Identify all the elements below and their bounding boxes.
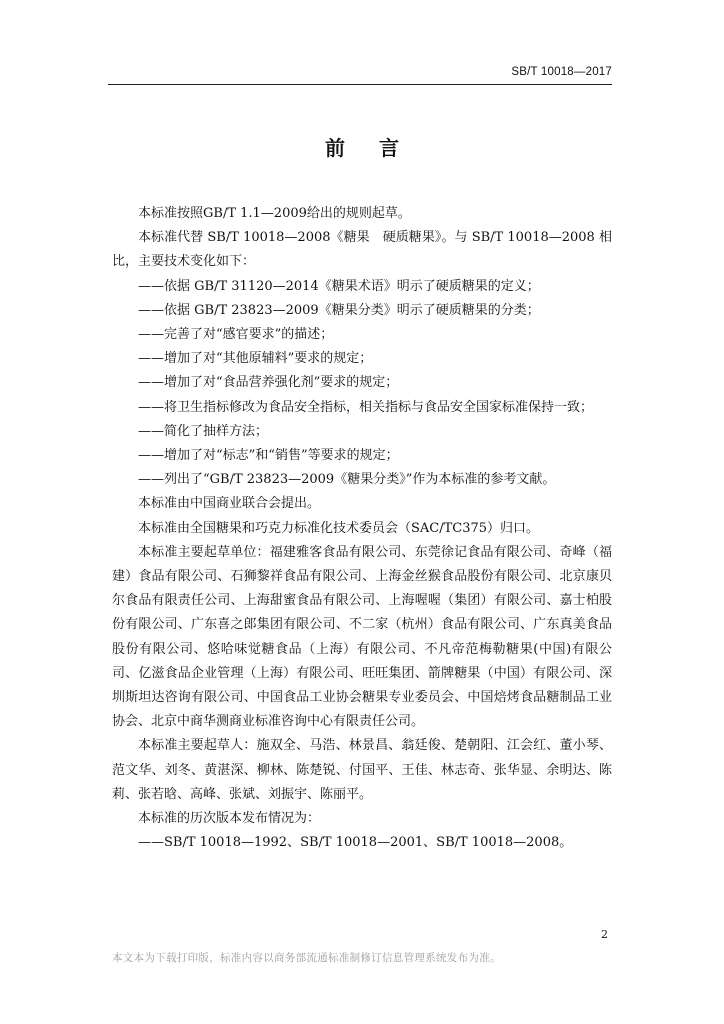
paragraph: 本标准由全国糖果和巧克力标准化技术委员会（SAC/TC375）归口。 — [138, 520, 540, 536]
change-item: ——增加了对“食品营养强化剂”要求的规定； — [138, 375, 399, 391]
change-item: ——列出了“GB/T 23823—2009《糖果分类》”作为本标准的参考文献。 — [138, 472, 556, 488]
paragraph: 本标准由中国商业联合会提出。 — [138, 496, 321, 512]
page-number: 2 — [601, 928, 608, 941]
paragraph: 本标准的历次版本发布情况为： — [138, 811, 321, 827]
drafters: 本标准主要起草人：施双全、马浩、林景昌、翁廷俊、楚朝阳、江会红、董小琴、范文华、刘冬、黄湛深、柳林、陈楚锐、付国平、王佳、林志奇、张华显、余明达、陈莉、张若晗、高峰、张斌、刘振宇、陈丽平。 — [112, 738, 612, 802]
header-rule — [108, 84, 612, 85]
preface-body — [112, 202, 612, 855]
change-item: ——增加了对“标志”和“销售”等要求的规定； — [138, 448, 399, 464]
paragraph: 本标准按照GB/T 1.1—2009给出的规则起草。 — [138, 206, 411, 221]
paragraph: 本标准代替 SB/T 10018—2008《糖果 硬质糖果》。与 SB/T 10018—2008 相比，主要技术变化如下： — [112, 230, 612, 270]
change-item: ——增加了对“其他原辅料”要求的规定； — [138, 351, 373, 367]
footer-note: 本文本为下载打印版，标准内容以商务部流通标准制修订信息管理系统发布为准。 — [112, 952, 501, 964]
change-item: ——完善了对“感官要求”的描述； — [138, 327, 334, 343]
version-history: ——SB/T 10018—1992、SB/T 10018—2001、SB/T 10018—2008。 — [138, 835, 573, 851]
change-item: ——简化了抽样方法； — [138, 423, 269, 439]
drafting-units: 本标准主要起草单位：福建雅客食品有限公司、东莞徐记食品有限公司、奇峰（福建）食品有限公司、石狮黎祥食品有限公司、上海金丝猴食品股份有限公司、北京康贝尔食品有限责任公司、上海甜蜜食品有限公司、上海喔喔（集团）有限公司、嘉士柏股份有限公司、广东喜之郎集团有限公司、不二家（杭州）食品有限公司、广东真美食品股份有限公司、悠哈味觉糖食品（上海）有限公司、不凡帝范梅勒糖果(中国)有限公司、亿滋食品企业管理（上海）有限公司、旺旺集团、箭牌糖果（中国）有限公司、深圳斯坦达咨询有限公司、中国食品工业协会糖果专业委员会、中国焙烤食品糖制品工业协会、北京中商华测商业标准咨询中心有限责任公司。 — [112, 544, 612, 730]
change-item: ——依据 GB/T 23823—2009《糖果分类》明示了硬质糖果的分类； — [138, 302, 540, 318]
page-title: 前言 — [325, 136, 433, 160]
change-item: ——依据 GB/T 31120—2014《糖果术语》明示了硬质糖果的定义； — [138, 278, 540, 294]
change-item: ——将卫生指标修改为食品安全指标，相关指标与食品安全国家标准保持一致； — [138, 399, 594, 415]
standard-code: SB/T 10018—2017 — [511, 66, 612, 78]
